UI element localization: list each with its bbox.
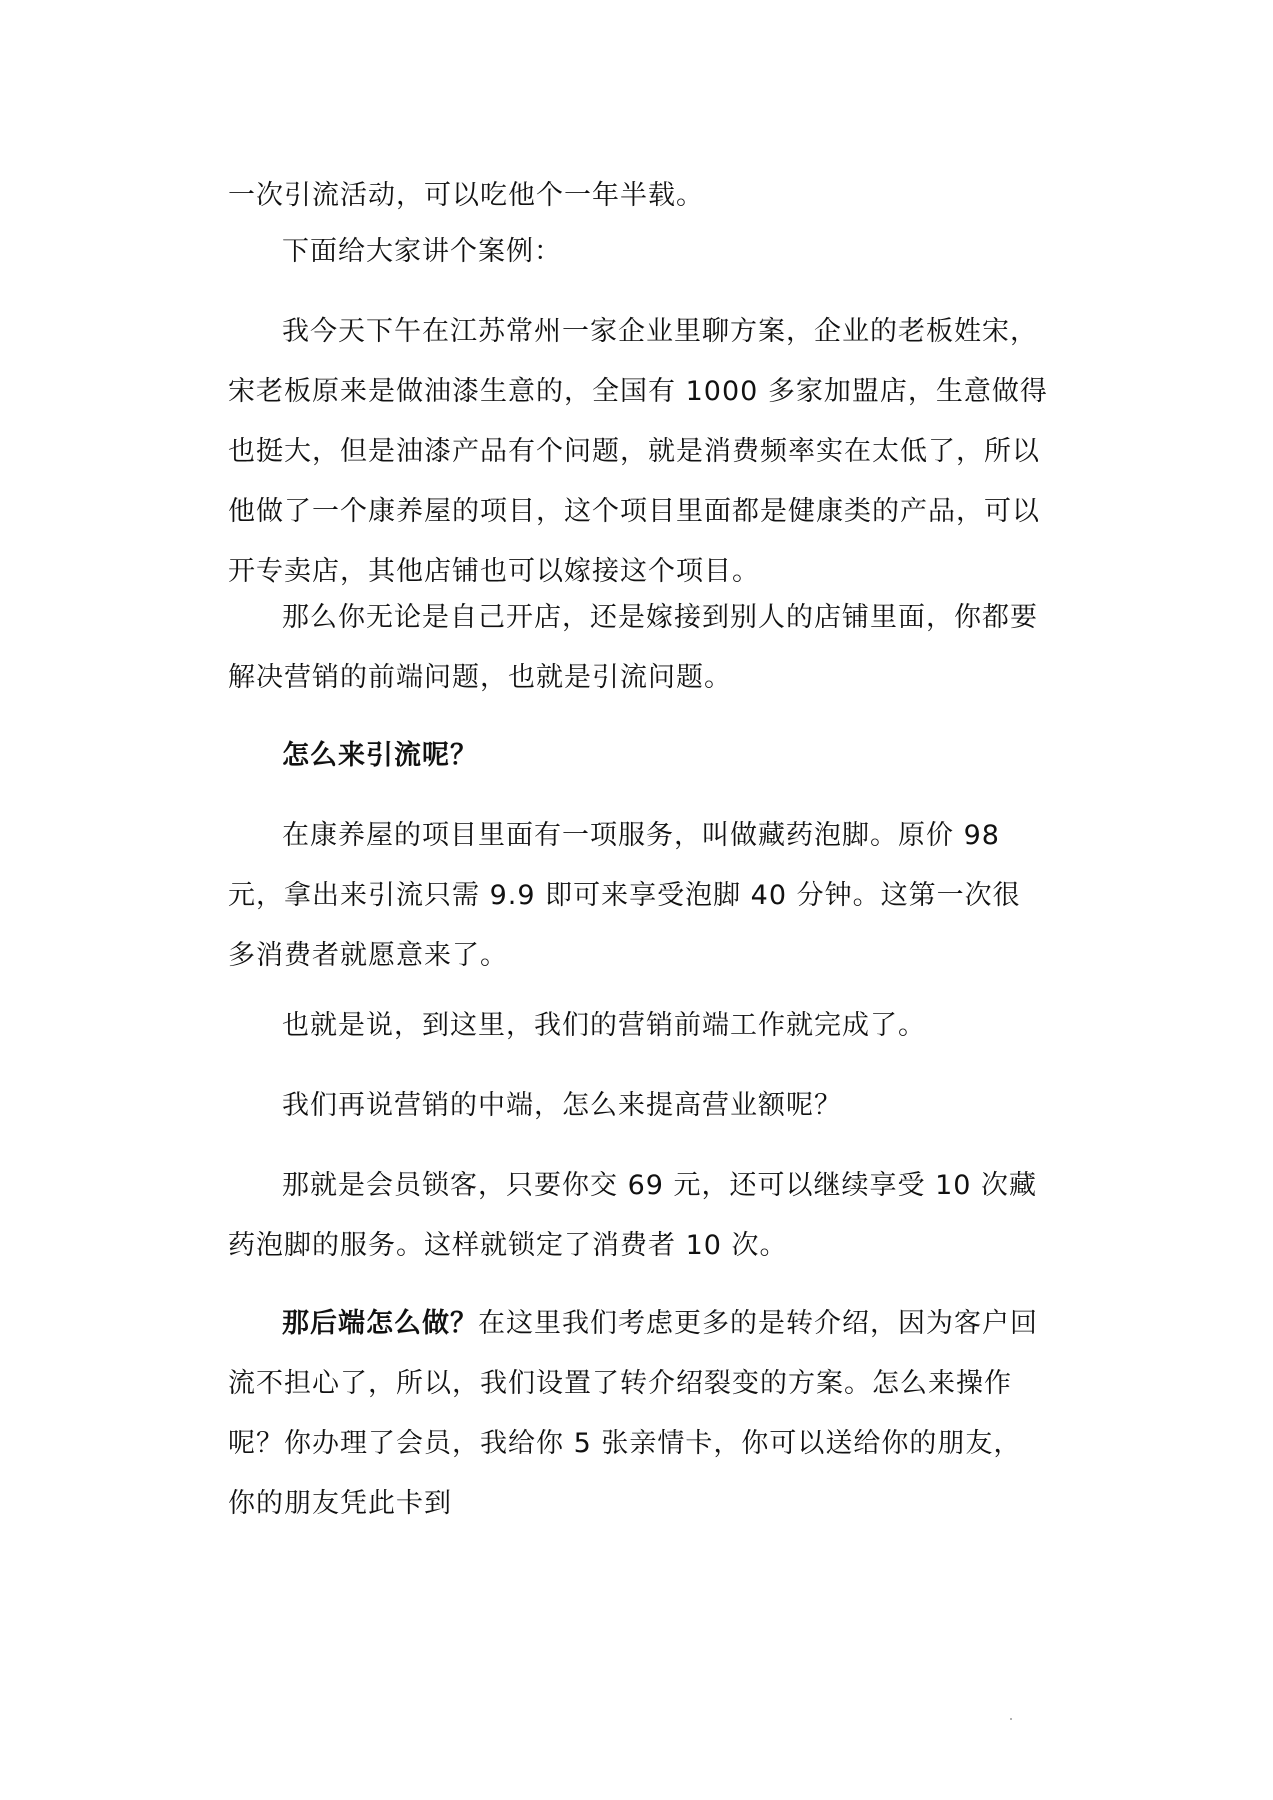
paragraph-9: 那就是会员锁客，只要你交 69 元，还可以继续享受 10 次藏药泡脚的服务。这样就锁定了消费者 10 次。: [228, 1170, 1038, 1261]
paragraph-10-bold-lead: 那后端怎么做？: [282, 1308, 478, 1339]
paragraph-2: 下面给大家讲个案例：: [282, 236, 562, 267]
paragraph-6: 在康养屋的项目里面有一项服务，叫做藏药泡脚。原价 98 元，拿出来引流只需 9.9 即可来享受泡脚 40 分钟。这第一次很多消费者就愿意来了。: [228, 820, 1021, 971]
paragraph-4: 那么你无论是自己开店，还是嫁接到别人的店铺里面，你都要解决营销的前端问题，也就是引流问题。: [228, 602, 1038, 693]
paragraph-5-heading: 怎么来引流呢？: [282, 740, 478, 771]
paragraph-1: 一次引流活动，可以吃他个一年半载。: [228, 180, 704, 211]
paragraph-8: 我们再说营销的中端，怎么来提高营业额呢？: [282, 1090, 842, 1121]
paragraph-10: [228, 1294, 1048, 1534]
scan-speck: [1010, 1718, 1012, 1720]
paragraph-10-body: 在这里我们考虑更多的是转介绍，因为客户回流不担心了，所以，我们设置了转介绍裂变的方案。怎么来操作呢？你办理了会员，我给你 5 张亲情卡，你可以送给你的朋友，你的朋友凭此卡到: [228, 1308, 1038, 1519]
paragraph-7: 也就是说，到这里，我们的营销前端工作就完成了。: [282, 1010, 926, 1041]
paragraph-3: 我今天下午在江苏常州一家企业里聊方案，企业的老板姓宋，宋老板原来是做油漆生意的，全国有 1000 多家加盟店，生意做得也挺大，但是油漆产品有个问题，就是消费频率实在太低了，所以他做了一个康养屋的项目，这个项目里面都是健康类的产品，可以开专卖店，其他店铺也可以嫁接这个项目。: [228, 316, 1048, 587]
